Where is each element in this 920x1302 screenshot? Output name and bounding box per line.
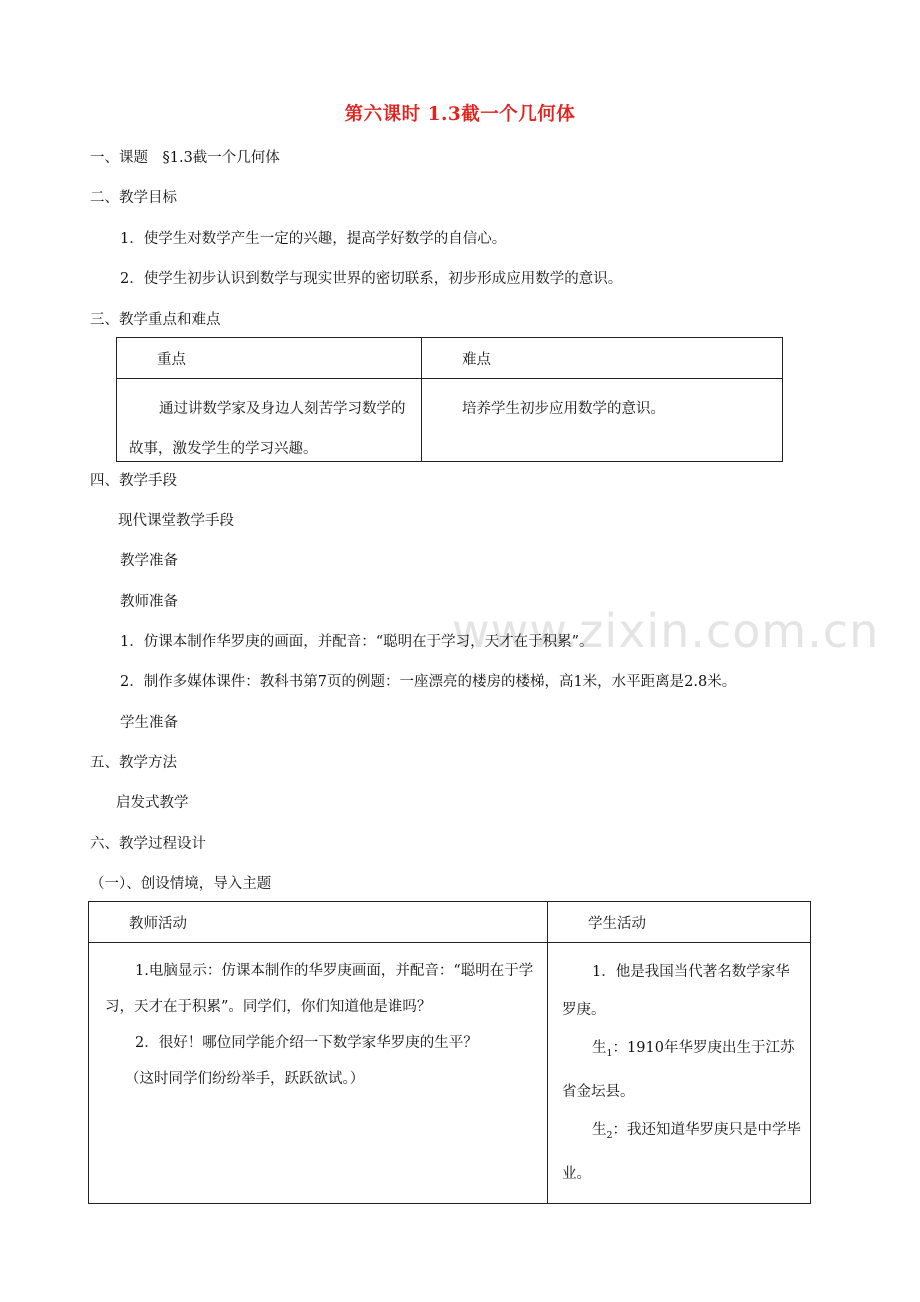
keypoints-header-focus: 重点 <box>157 352 186 368</box>
section-keypoints-heading: 三、教学重点和难点 <box>90 312 221 328</box>
means-item-1: 1．仿课本制作华罗庚的画面，并配音：“聪明在于学习，天才在于积累”。 <box>120 634 594 650</box>
activity-header-teacher: 教师活动 <box>129 916 187 932</box>
goal-item-1: 1．使学生对数学产生一定的兴趣，提高学好数学的自信心。 <box>120 231 507 247</box>
activity-header-cell <box>548 902 811 943</box>
section-goals-heading: 二、教学目标 <box>90 190 177 206</box>
means-item-2: 2．制作多媒体课件：教科书第7页的例题：一座漂亮的楼房的楼梯，高1米，水平距离是2.8米。 <box>120 674 737 690</box>
keypoints-body-cell <box>422 379 783 462</box>
means-student-prep: 学生准备 <box>120 715 178 731</box>
subsection-intro: （一）、创设情境，导入主题 <box>90 876 272 892</box>
keypoints-focus-text: 通过讲数学家及身边人刻苦学习数学的故事，激发学生的学习兴趣。 <box>129 401 406 457</box>
student-activity-2: 生$_1$：1910年华罗庚出生于江苏省金坛县。 <box>562 1040 795 1100</box>
activity-student-cell <box>548 943 811 1204</box>
page-title: 第六课时 1.3截一个几何体 <box>344 104 576 125</box>
watermark: www.zixin.com.cn <box>452 604 880 658</box>
activity-teacher-cell <box>89 943 548 1204</box>
means-preparation: 教学准备 <box>120 553 178 569</box>
keypoints-header-cell <box>422 338 783 379</box>
keypoints-header-cell <box>117 338 422 379</box>
section-process-heading: 六、教学过程设计 <box>90 836 206 852</box>
means-teacher-prep: 教师准备 <box>120 594 178 610</box>
teacher-activity-2: 2．很好！哪位同学能介绍一下数学家华罗庚的生平？ <box>135 1035 478 1051</box>
teacher-activity-3: （这时同学们纷纷举手，跃跃欲试。） <box>125 1071 365 1087</box>
activity-header-student: 学生活动 <box>588 916 646 932</box>
activity-header-cell <box>89 902 548 943</box>
keypoints-header-difficulty: 难点 <box>462 352 491 368</box>
method-text: 启发式教学 <box>116 795 189 811</box>
section-method-heading: 五、教学方法 <box>90 755 177 771</box>
teacher-activity-1: 1.电脑显示：仿课本制作的华罗庚画面，并配音：“聪明在于学习，天才在于积累”。同学们，你们知道他是谁吗？ <box>105 963 534 1015</box>
student-activity-1: 1．他是我国当代著名数学家华罗庚。 <box>562 964 790 1018</box>
keypoints-difficulty-text: 培养学生初步应用数学的意识。 <box>462 401 665 417</box>
goal-item-2: 2．使学生初步认识到数学与现实世界的密切联系，初步形成应用数学的意识。 <box>120 271 623 287</box>
keypoints-body-cell <box>117 379 422 462</box>
student-activity-3: 生$_2$：我还知道华罗庚只是中学毕业。 <box>562 1121 802 1182</box>
section-means-heading: 四、教学手段 <box>90 473 177 489</box>
activity-table <box>88 901 811 1204</box>
section-topic: 一、课题 §1.3截一个几何体 <box>90 150 280 166</box>
keypoints-table <box>116 337 783 462</box>
means-modern: 现代课堂教学手段 <box>118 513 234 529</box>
